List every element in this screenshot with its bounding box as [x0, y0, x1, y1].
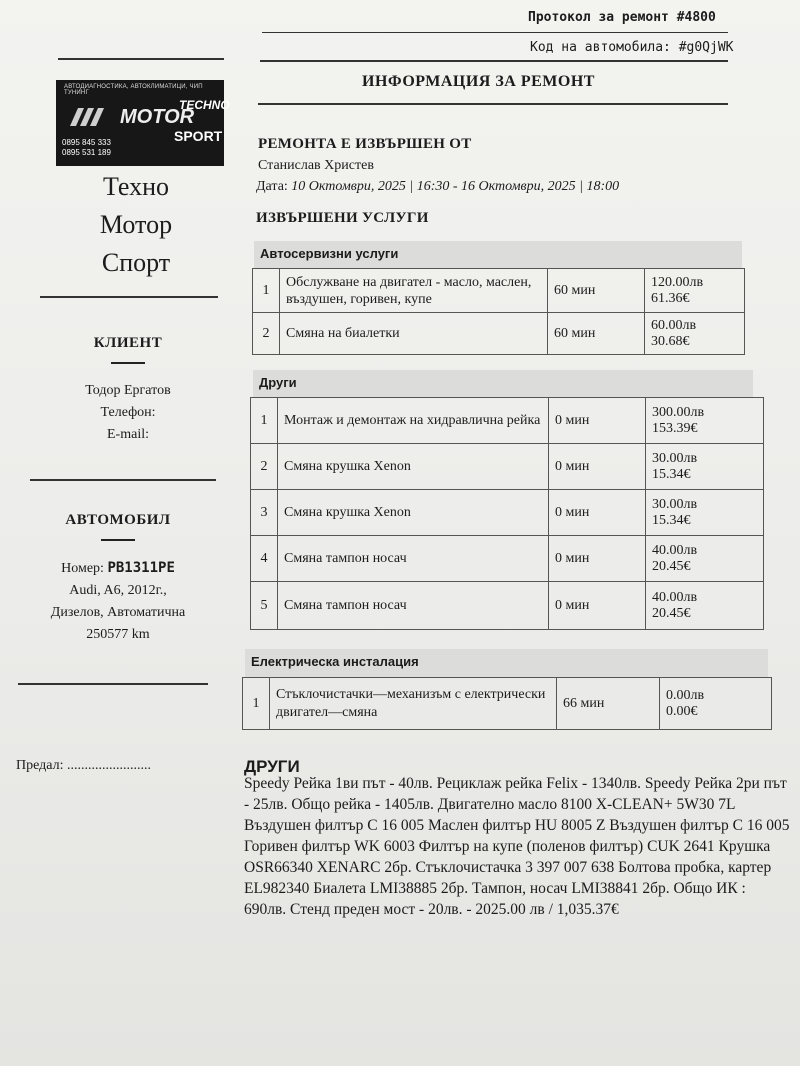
- row-duration: 66 мин: [557, 678, 660, 730]
- vehicle-block: [18, 512, 218, 646]
- row-price: [645, 313, 745, 355]
- row-duration: 0 мин: [549, 536, 646, 582]
- group-band-other: Други: [253, 370, 753, 398]
- price-bgn: 40.00лв: [652, 542, 698, 558]
- client-phone-label: Телефон:: [100, 405, 156, 420]
- row-duration: 0 мин: [549, 444, 646, 490]
- vehicle-title: АВТОМОБИЛ: [65, 512, 171, 528]
- vehicle-model: Audi, A6, 2012г.,: [69, 583, 167, 598]
- client-title: КЛИЕНТ: [93, 335, 163, 351]
- group-band-auto-service: Автосервизни услуги: [254, 241, 742, 269]
- row-number: 2: [253, 313, 280, 355]
- vehicle-plate-row: [18, 557, 218, 580]
- price-bgn: 30.00лв: [652, 450, 698, 466]
- table-row: [251, 536, 764, 582]
- header-divider: [262, 32, 728, 33]
- row-number: 4: [251, 536, 278, 582]
- vehicle-km: 250577 km: [86, 627, 150, 642]
- company-divider: [40, 296, 218, 298]
- row-number: 1: [253, 269, 280, 313]
- company-line-3: Спорт: [101, 248, 171, 277]
- row-description: Стъклочистачки—механизъм с електрически двигател—смяна: [270, 678, 557, 730]
- logo-techno: TECHNO: [179, 98, 230, 112]
- logo-tagline: АВТОДИАГНОСТИКА, АВТОКЛИМАТИЦИ, ЧИП ТУНИНГ: [64, 84, 203, 96]
- car-code: Код на автомобила: #g0QjWK: [530, 40, 734, 55]
- logo-stripes-icon: [64, 108, 124, 126]
- price-bgn: 300.00лв: [652, 404, 705, 420]
- row-price: [646, 490, 764, 536]
- logo-phone-1: 0895 845 333: [62, 138, 111, 147]
- company-line-1: Техно: [102, 172, 169, 201]
- company-line-2: Мотор: [99, 210, 173, 239]
- row-price: [646, 398, 764, 444]
- protocol-number: Протокол за ремонт #4800: [528, 10, 716, 25]
- client-divider: [30, 479, 216, 481]
- row-duration: 60 мин: [548, 269, 645, 313]
- vehicle-title-dash: [101, 539, 135, 541]
- row-duration: 0 мин: [549, 582, 646, 630]
- vehicle-plate: PB1311PE: [107, 560, 175, 576]
- price-eur: 30.68€: [651, 333, 690, 349]
- price-bgn: 120.00лв: [651, 274, 704, 290]
- table-row: [243, 678, 772, 730]
- vehicle-divider: [18, 683, 208, 685]
- price-eur: 20.45€: [652, 558, 691, 574]
- row-description: Монтаж и демонтаж на хидравлична рейка: [278, 398, 549, 444]
- table-row: [251, 582, 764, 630]
- company-logo: [56, 80, 230, 166]
- other-notes-title: ДРУГИ: [244, 757, 300, 776]
- company-name: [60, 168, 212, 282]
- row-price: [660, 678, 772, 730]
- table-row: [253, 269, 745, 313]
- row-duration: 60 мин: [548, 313, 645, 355]
- vehicle-fuel: Дизелов, Автоматична: [50, 605, 186, 620]
- row-duration: 0 мин: [549, 398, 646, 444]
- row-description: Смяна крушка Xenon: [278, 444, 549, 490]
- row-number: 3: [251, 490, 278, 536]
- row-number: 2: [251, 444, 278, 490]
- group-band-electrical: Електрическа инсталация: [245, 649, 768, 677]
- services-title: ИЗВЪРШЕНИ УСЛУГИ: [256, 210, 429, 226]
- row-description: Смяна тампон носач: [278, 536, 549, 582]
- row-number: 1: [251, 398, 278, 444]
- info-title-underline: [258, 103, 728, 105]
- price-bgn: 0.00лв: [666, 687, 705, 703]
- table-row: [253, 313, 745, 355]
- table-row: [251, 398, 764, 444]
- table-row: [251, 490, 764, 536]
- client-name: Тодор Ергатов: [85, 383, 171, 398]
- price-bgn: 40.00лв: [652, 589, 698, 605]
- date-label: Дата:: [256, 179, 288, 194]
- row-price: [646, 582, 764, 630]
- row-price: [646, 536, 764, 582]
- done-by-title: РЕМОНТА Е ИЗВЪРШЕН ОТ: [258, 136, 472, 152]
- row-description: Обслужване на двигател - масло, маслен, въздушен, горивен, купе: [280, 269, 548, 313]
- left-top-divider: [58, 58, 224, 60]
- client-email-label: E-mail:: [107, 427, 149, 442]
- vehicle-plate-label: Номер:: [61, 561, 104, 576]
- other-notes-text: Speedy Рейка 1ви път - 40лв. Рециклаж рейка Felix - 1340лв. Speedy Рейка 2ри път - 25лв. Общо рейка - 1405лв. Двигателно масло 8100 X-CLEAN+ 5W30 7L Въздушен филтър C 16 005 Маслен филтър HU 8005 Z Въздушен филтър C 16 005 Горивен филтър WK 6003 Филтър на купе (поленов филтър) CUK 2641 Крушка OSR66340 XENARC 2бр. Стъклочистачка 3 397 007 638 Болтова пробка, картер EL982340 Биалета LMI38885 2бр. Тампон, носач LMI38841 2бр. Общо ИК : 690лв. Стенд преден мост - 20лв. - 2025.00 лв / 1,035.37€: [244, 775, 790, 918]
- client-title-dash: [111, 362, 145, 364]
- row-description: Смяна крушка Xenon: [278, 490, 549, 536]
- table-electrical: [242, 677, 772, 730]
- price-eur: 153.39€: [652, 420, 698, 436]
- row-number: 5: [251, 582, 278, 630]
- logo-motor: MOTOR: [120, 106, 195, 128]
- handed-over-by: Предал: ........................: [16, 758, 151, 773]
- row-description: Смяна на биалетки: [280, 313, 548, 355]
- client-block: [28, 335, 228, 446]
- row-price: [646, 444, 764, 490]
- price-bgn: 60.00лв: [651, 317, 697, 333]
- price-eur: 20.45€: [652, 605, 691, 621]
- technician-name: Станислав Христев: [258, 158, 374, 173]
- date-value: 10 Октомври, 2025 | 16:30 - 16 Октомври, 2025 | 18:00: [291, 179, 620, 194]
- row-duration: 0 мин: [549, 490, 646, 536]
- price-eur: 15.34€: [652, 466, 691, 482]
- info-title: ИНФОРМАЦИЯ ЗА РЕМОНТ: [362, 73, 595, 90]
- table-other: [250, 397, 764, 630]
- table-auto-service: [252, 268, 745, 355]
- logo-phone-2: 0895 531 189: [62, 148, 111, 157]
- price-eur: 0.00€: [666, 703, 698, 719]
- price-eur: 15.34€: [652, 512, 691, 528]
- right-top-divider: [260, 60, 728, 62]
- repair-date: [256, 176, 619, 198]
- row-description: Смяна тампон носач: [278, 582, 549, 630]
- logo-sport: SPORT: [174, 128, 223, 144]
- table-row: [251, 444, 764, 490]
- row-number: 1: [243, 678, 270, 730]
- price-bgn: 30.00лв: [652, 496, 698, 512]
- price-eur: 61.36€: [651, 290, 690, 306]
- row-price: [645, 269, 745, 313]
